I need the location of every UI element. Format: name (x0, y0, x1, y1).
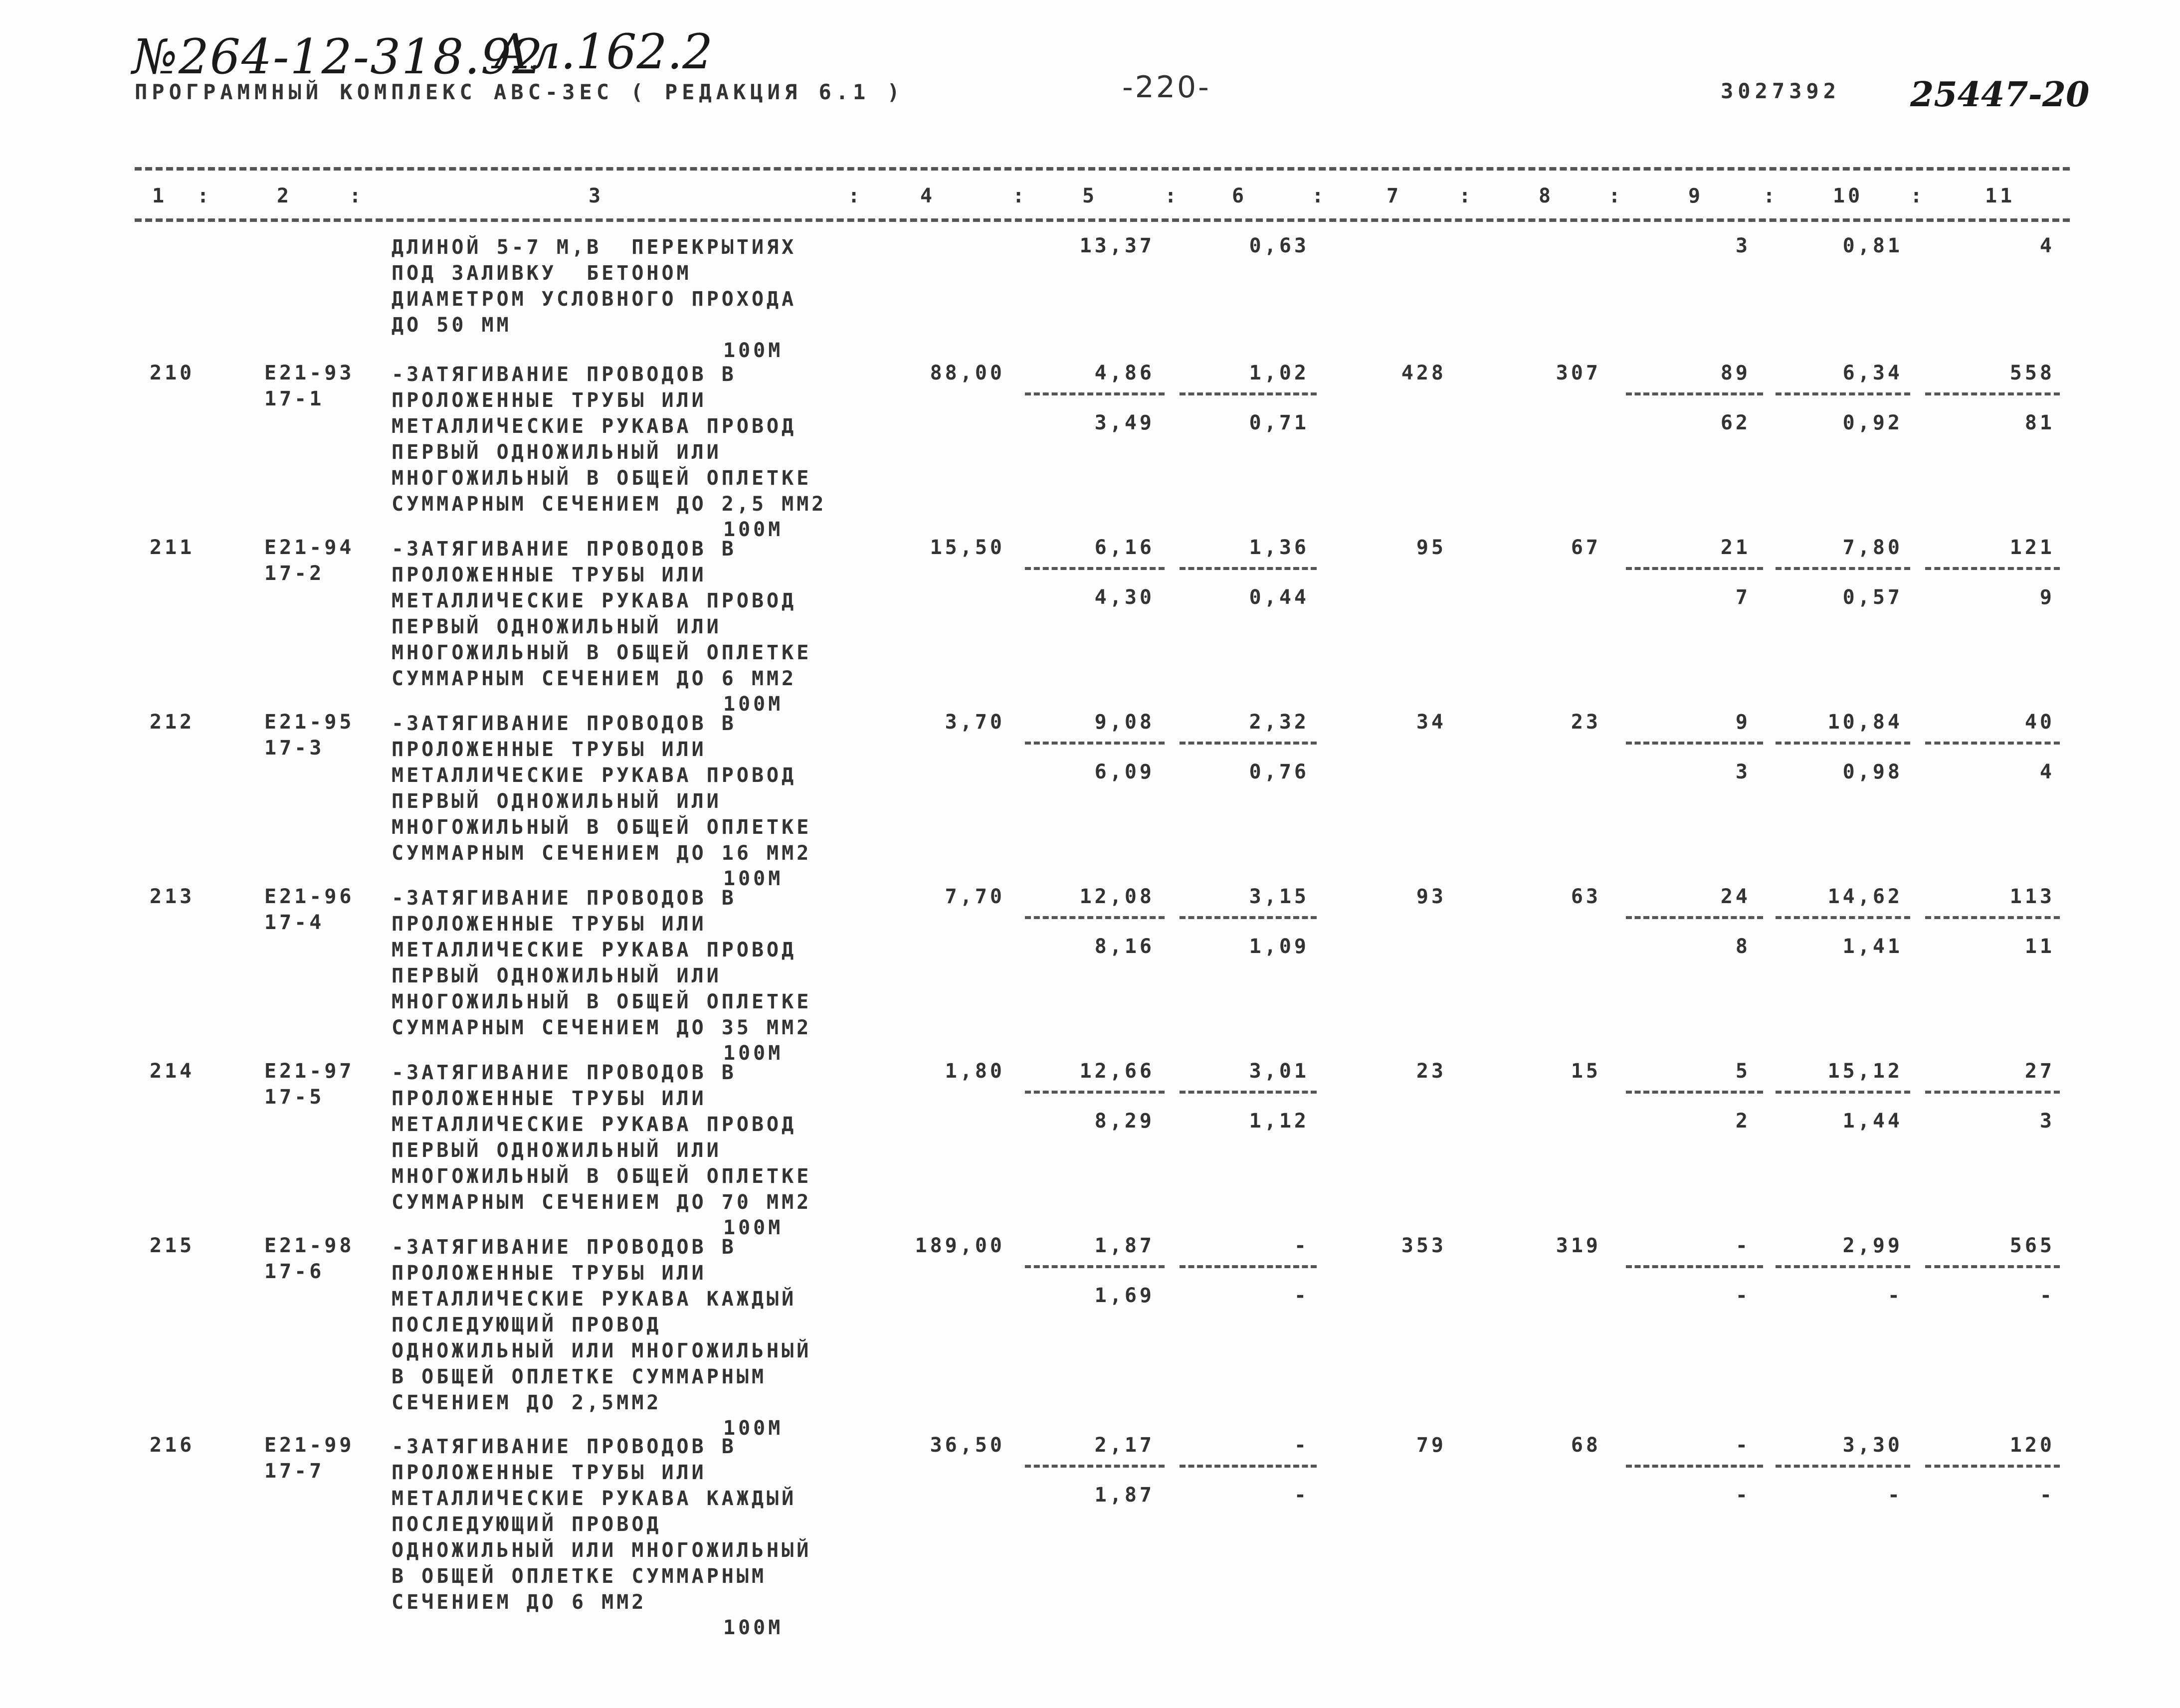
cell-col11: 4 (2039, 234, 2055, 257)
cell-col9: 9 (1735, 711, 1751, 734)
subtotal-divider (1776, 1265, 1910, 1268)
cell-col11-lower: 3 (2039, 1110, 2055, 1133)
column-separator: : (1165, 185, 1177, 207)
row-number: 216 (150, 1434, 195, 1457)
column-separator: : (1012, 185, 1025, 207)
rate-code: Е21-98 (264, 1234, 355, 1257)
subtotal-divider (1626, 742, 1763, 745)
handwritten-sheet-mark: Ал.162.2 (494, 24, 713, 80)
cell-col9-lower: 62 (1720, 411, 1751, 434)
cell-col10-lower: - (1887, 1284, 1903, 1307)
rate-subcode: 17-3 (264, 737, 325, 759)
column-header-5: 5 (1082, 185, 1098, 207)
cell-col6-lower: 1,09 (1249, 935, 1309, 958)
cell-col5: 4,86 (1094, 362, 1155, 384)
cell-col11-lower: 9 (2039, 586, 2055, 609)
subtotal-divider (1626, 916, 1763, 919)
cell-col6-lower: - (1294, 1284, 1309, 1307)
cell-col6-lower: 0,44 (1249, 586, 1309, 609)
subtotal-divider (1626, 1465, 1763, 1468)
column-separator: : (1608, 185, 1621, 207)
cell-col10-lower: - (1887, 1484, 1903, 1507)
cell-col9-lower: 3 (1735, 760, 1751, 783)
cell-col10: 3,30 (1842, 1434, 1903, 1457)
cell-col7: 79 (1416, 1434, 1446, 1457)
cell-col9: 24 (1720, 885, 1751, 908)
subtotal-divider (1776, 392, 1910, 395)
subtotal-divider (1925, 1091, 2060, 1094)
program-header: ПРОГРАММНЫЙ КОМПЛЕКС АВС-3ЕС ( РЕДАКЦИЯ 6.1 ) (135, 80, 904, 104)
work-description: -ЗАТЯГИВАНИЕ ПРОВОДОВ В ПРОЛОЖЕННЫЕ ТРУБЫ ИЛИ МЕТАЛЛИЧЕСКИЕ РУКАВА КАЖДЫЙ ПОСЛЕДУЮЩИЙ ПРОВОД ОДНОЖИЛЬНЫЙ ИЛИ МНОГОЖИЛЬНЫЙ В ОБЩЕЙ ОПЛЕТКЕ СУММАРНЫМ СЕЧЕНИЕМ ДО 6 ММ2 (392, 1435, 812, 1614)
cell-col9-lower: 2 (1735, 1110, 1751, 1133)
subtotal-divider (1626, 1091, 1763, 1094)
cell-col10: 7,80 (1842, 536, 1903, 559)
row-number: 211 (150, 536, 195, 559)
column-header-1: 1 (152, 185, 168, 207)
work-description: -ЗАТЯГИВАНИЕ ПРОВОДОВ В ПРОЛОЖЕННЫЕ ТРУБЫ ИЛИ МЕТАЛЛИЧЕСКИЕ РУКАВА ПРОВОД ПЕРВЫЙ ОДНОЖИЛЬНЫЙ ИЛИ МНОГОЖИЛЬНЫЙ В ОБЩЕЙ ОПЛЕТКЕ СУММАРНЫМ СЕЧЕНИЕМ ДО 70 ММ2 (392, 1061, 812, 1214)
cell-col6-lower: 1,12 (1249, 1110, 1309, 1133)
cell-col9: 89 (1720, 362, 1751, 384)
document-code: 3027392 (1721, 79, 1841, 103)
cell-col8: 15 (1571, 1060, 1601, 1083)
page-number: -220- (1122, 70, 1211, 105)
column-separator: : (349, 185, 362, 207)
cell-col5-lower: 1,69 (1094, 1284, 1155, 1307)
cell-col6-lower: - (1294, 1484, 1309, 1507)
unit-label: 100М (723, 1616, 784, 1639)
cell-col10-lower: 1,41 (1842, 935, 1903, 958)
cell-col8: 63 (1571, 885, 1601, 908)
work-description: -ЗАТЯГИВАНИЕ ПРОВОДОВ В ПРОЛОЖЕННЫЕ ТРУБЫ ИЛИ МЕТАЛЛИЧЕСКИЕ РУКАВА ПРОВОД ПЕРВЫЙ ОДНОЖИЛЬНЫЙ ИЛИ МНОГОЖИЛЬНЫЙ В ОБЩЕЙ ОПЛЕТКЕ СУММАРНЫМ СЕЧЕНИЕМ ДО 35 ММ2 (392, 887, 812, 1039)
cell-col11: 121 (2009, 536, 2055, 559)
cell-col5-lower: 8,29 (1094, 1110, 1155, 1133)
cell-col11-lower: - (2039, 1484, 2055, 1507)
rate-code: Е21-99 (264, 1434, 355, 1457)
cell-col11-lower: 4 (2039, 760, 2055, 783)
cell-col8: 67 (1571, 536, 1601, 559)
subtotal-divider (1925, 1265, 2060, 1268)
column-header-11: 11 (1985, 185, 2015, 207)
subtotal-divider (1925, 567, 2060, 570)
cell-col5: 13,37 (1079, 234, 1155, 257)
column-header-10: 10 (1833, 185, 1863, 207)
subtotal-divider (1180, 916, 1317, 919)
rate-subcode: 17-6 (264, 1260, 325, 1283)
cell-col6: 3,01 (1249, 1060, 1309, 1083)
cell-col6: 3,15 (1249, 885, 1309, 908)
work-description: -ЗАТЯГИВАНИЕ ПРОВОДОВ В ПРОЛОЖЕННЫЕ ТРУБЫ ИЛИ МЕТАЛЛИЧЕСКИЕ РУКАВА ПРОВОД ПЕРВЫЙ ОДНОЖИЛЬНЫЙ ИЛИ МНОГОЖИЛЬНЫЙ В ОБЩЕЙ ОПЛЕТКЕ СУММАРНЫМ СЕЧЕНИЕМ ДО 16 ММ2 (392, 712, 812, 865)
row-number: 210 (150, 362, 195, 384)
rate-subcode: 17-7 (264, 1460, 325, 1483)
unit-label: 100М (723, 1216, 784, 1239)
subtotal-divider (1025, 742, 1165, 745)
subtotal-divider (1925, 1465, 2060, 1468)
column-separator: : (1910, 185, 1923, 207)
subtotal-divider (1025, 916, 1165, 919)
cell-col8: 23 (1571, 711, 1601, 734)
row-number: 213 (150, 885, 195, 908)
subtotal-divider (1626, 567, 1763, 570)
cell-col8: 307 (1556, 362, 1601, 384)
cell-col8: 319 (1556, 1234, 1601, 1257)
cell-col10-lower: 0,98 (1842, 760, 1903, 783)
subtotal-divider (1776, 916, 1910, 919)
cell-col7: 34 (1416, 711, 1446, 734)
subtotal-divider (1025, 392, 1165, 395)
unit-label: 100М (723, 339, 784, 362)
cell-col4: 36,50 (930, 1434, 1005, 1457)
cell-col6: 0,63 (1249, 234, 1309, 257)
rate-code: Е21-95 (264, 711, 355, 734)
subtotal-divider (1776, 567, 1910, 570)
subtotal-divider (1180, 1265, 1317, 1268)
cell-col11-lower: 81 (2024, 411, 2055, 434)
cell-col4: 1,80 (945, 1060, 1005, 1083)
cell-col10: 15,12 (1827, 1060, 1903, 1083)
column-header-6: 6 (1232, 185, 1247, 207)
unit-label: 100М (723, 1042, 784, 1065)
unit-label: 100М (723, 867, 784, 890)
cell-col9: - (1735, 1434, 1751, 1457)
subtotal-divider (1025, 1265, 1165, 1268)
column-header-7: 7 (1387, 185, 1402, 207)
work-description: -ЗАТЯГИВАНИЕ ПРОВОДОВ В ПРОЛОЖЕННЫЕ ТРУБЫ ИЛИ МЕТАЛЛИЧЕСКИЕ РУКАВА ПРОВОД ПЕРВЫЙ ОДНОЖИЛЬНЫЙ ИЛИ МНОГОЖИЛЬНЫЙ В ОБЩЕЙ ОПЛЕТКЕ СУММАРНЫМ СЕЧЕНИЕМ ДО 6 ММ2 (392, 538, 812, 690)
subtotal-divider (1626, 1265, 1763, 1268)
cell-col7: 95 (1416, 536, 1446, 559)
cell-col5: 1,87 (1094, 1234, 1155, 1257)
work-description: -ЗАТЯГИВАНИЕ ПРОВОДОВ В ПРОЛОЖЕННЫЕ ТРУБЫ ИЛИ МЕТАЛЛИЧЕСКИЕ РУКАВА ПРОВОД ПЕРВЫЙ ОДНОЖИЛЬНЫЙ ИЛИ МНОГОЖИЛЬНЫЙ В ОБЩЕЙ ОПЛЕТКЕ СУММАРНЫМ СЕЧЕНИЕМ ДО 2,5 ММ2 (392, 363, 827, 516)
column-separator: : (1459, 185, 1471, 207)
cell-col9-lower: 8 (1735, 935, 1751, 958)
cell-col9: 5 (1735, 1060, 1751, 1083)
rate-subcode: 17-2 (264, 562, 325, 585)
cell-col10: 14,62 (1827, 885, 1903, 908)
cell-col6: 2,32 (1249, 711, 1309, 734)
column-header-4: 4 (920, 185, 936, 207)
cell-col9: 21 (1720, 536, 1751, 559)
unit-label: 100М (723, 518, 784, 541)
rate-code: Е21-97 (264, 1060, 355, 1083)
cell-col5-lower: 8,16 (1094, 935, 1155, 958)
cell-col11: 40 (2024, 711, 2055, 734)
cell-col4: 15,50 (930, 536, 1005, 559)
cell-col4: 3,70 (945, 711, 1005, 734)
subtotal-divider (1180, 567, 1317, 570)
cell-col5-lower: 3,49 (1094, 411, 1155, 434)
table-header-rule (135, 218, 2070, 222)
cell-col7: 428 (1401, 362, 1446, 384)
cell-col10: 0,81 (1842, 234, 1903, 257)
column-separator: : (848, 185, 860, 207)
cell-col10-lower: 0,92 (1842, 411, 1903, 434)
subtotal-divider (1025, 567, 1165, 570)
unit-label: 100М (723, 693, 784, 716)
cell-col5-lower: 4,30 (1094, 586, 1155, 609)
rate-subcode: 17-1 (264, 387, 325, 410)
unit-label: 100М (723, 1417, 784, 1440)
subtotal-divider (1180, 392, 1317, 395)
subtotal-divider (1180, 1465, 1317, 1468)
subtotal-divider (1180, 1091, 1317, 1094)
cell-col9-lower: 7 (1735, 586, 1751, 609)
cell-col6: 1,36 (1249, 536, 1309, 559)
rate-code: Е21-93 (264, 362, 355, 384)
continued-description: ДЛИНОЙ 5-7 М,В ПЕРЕКРЫТИЯХ ПОД ЗАЛИВКУ БЕТОНОМ ДИАМЕТРОМ УСЛОВНОГО ПРОХОДА ДО 50 ММ (392, 236, 797, 337)
column-header-2: 2 (277, 185, 292, 207)
cell-col5: 9,08 (1094, 711, 1155, 734)
cell-col6-lower: 0,71 (1249, 411, 1309, 434)
handwritten-document-number: №264-12-318.92 (132, 29, 544, 85)
cell-col11: 565 (2009, 1234, 2055, 1257)
column-separator: : (1312, 185, 1324, 207)
cell-col10: 10,84 (1827, 711, 1903, 734)
cell-col11: 558 (2009, 362, 2055, 384)
subtotal-divider (1180, 742, 1317, 745)
subtotal-divider (1776, 1091, 1910, 1094)
cell-col9: - (1735, 1234, 1751, 1257)
cell-col6: - (1294, 1434, 1309, 1457)
subtotal-divider (1925, 742, 2060, 745)
rate-subcode: 17-4 (264, 911, 325, 934)
cell-col7: 353 (1401, 1234, 1446, 1257)
cell-col5: 12,66 (1079, 1060, 1155, 1083)
row-number: 215 (150, 1234, 195, 1257)
cell-col7: 23 (1416, 1060, 1446, 1083)
cell-col10: 2,99 (1842, 1234, 1903, 1257)
rate-code: Е21-94 (264, 536, 355, 559)
cell-col7: 93 (1416, 885, 1446, 908)
subtotal-divider (1626, 392, 1763, 395)
cell-col5: 12,08 (1079, 885, 1155, 908)
cell-col5-lower: 1,87 (1094, 1484, 1155, 1507)
cell-col10-lower: 0,57 (1842, 586, 1903, 609)
rate-code: Е21-96 (264, 885, 355, 908)
column-header-3: 3 (589, 185, 604, 207)
column-header-8: 8 (1539, 185, 1554, 207)
cell-col10-lower: 1,44 (1842, 1110, 1903, 1133)
cell-col4: 7,70 (945, 885, 1005, 908)
row-number: 214 (150, 1060, 195, 1083)
cell-col11-lower: 11 (2024, 935, 2055, 958)
subtotal-divider (1925, 392, 2060, 395)
subtotal-divider (1025, 1091, 1165, 1094)
cell-col4: 88,00 (930, 362, 1005, 384)
column-separator: : (197, 185, 209, 207)
subtotal-divider (1776, 742, 1910, 745)
cell-col5: 2,17 (1094, 1434, 1155, 1457)
cell-col11-lower: - (2039, 1284, 2055, 1307)
cell-col9: 3 (1735, 234, 1751, 257)
cell-col10: 6,34 (1842, 362, 1903, 384)
cell-col9-lower: - (1735, 1284, 1751, 1307)
cell-col11: 27 (2024, 1060, 2055, 1083)
rate-subcode: 17-5 (264, 1086, 325, 1109)
cell-col6-lower: 0,76 (1249, 760, 1309, 783)
subtotal-divider (1925, 916, 2060, 919)
subtotal-divider (1776, 1465, 1910, 1468)
subtotal-divider (1025, 1465, 1165, 1468)
column-separator: : (1763, 185, 1776, 207)
cell-col4: 189,00 (915, 1234, 1005, 1257)
cell-col5-lower: 6,09 (1094, 760, 1155, 783)
handwritten-inventory-number: 25447-20 (1910, 75, 2090, 115)
cell-col5: 6,16 (1094, 536, 1155, 559)
table-top-rule (135, 167, 2070, 171)
cell-col6: 1,02 (1249, 362, 1309, 384)
row-number: 212 (150, 711, 195, 734)
cell-col6: - (1294, 1234, 1309, 1257)
cell-col8: 68 (1571, 1434, 1601, 1457)
cell-col11: 120 (2009, 1434, 2055, 1457)
cell-col9-lower: - (1735, 1484, 1751, 1507)
column-header-9: 9 (1688, 185, 1704, 207)
cell-col11: 113 (2009, 885, 2055, 908)
work-description: -ЗАТЯГИВАНИЕ ПРОВОДОВ В ПРОЛОЖЕННЫЕ ТРУБЫ ИЛИ МЕТАЛЛИЧЕСКИЕ РУКАВА КАЖДЫЙ ПОСЛЕДУЮЩИЙ ПРОВОД ОДНОЖИЛЬНЫЙ ИЛИ МНОГОЖИЛЬНЫЙ В ОБЩЕЙ ОПЛЕТКЕ СУММАРНЫМ СЕЧЕНИЕМ ДО 2,5ММ2 (392, 1236, 812, 1414)
